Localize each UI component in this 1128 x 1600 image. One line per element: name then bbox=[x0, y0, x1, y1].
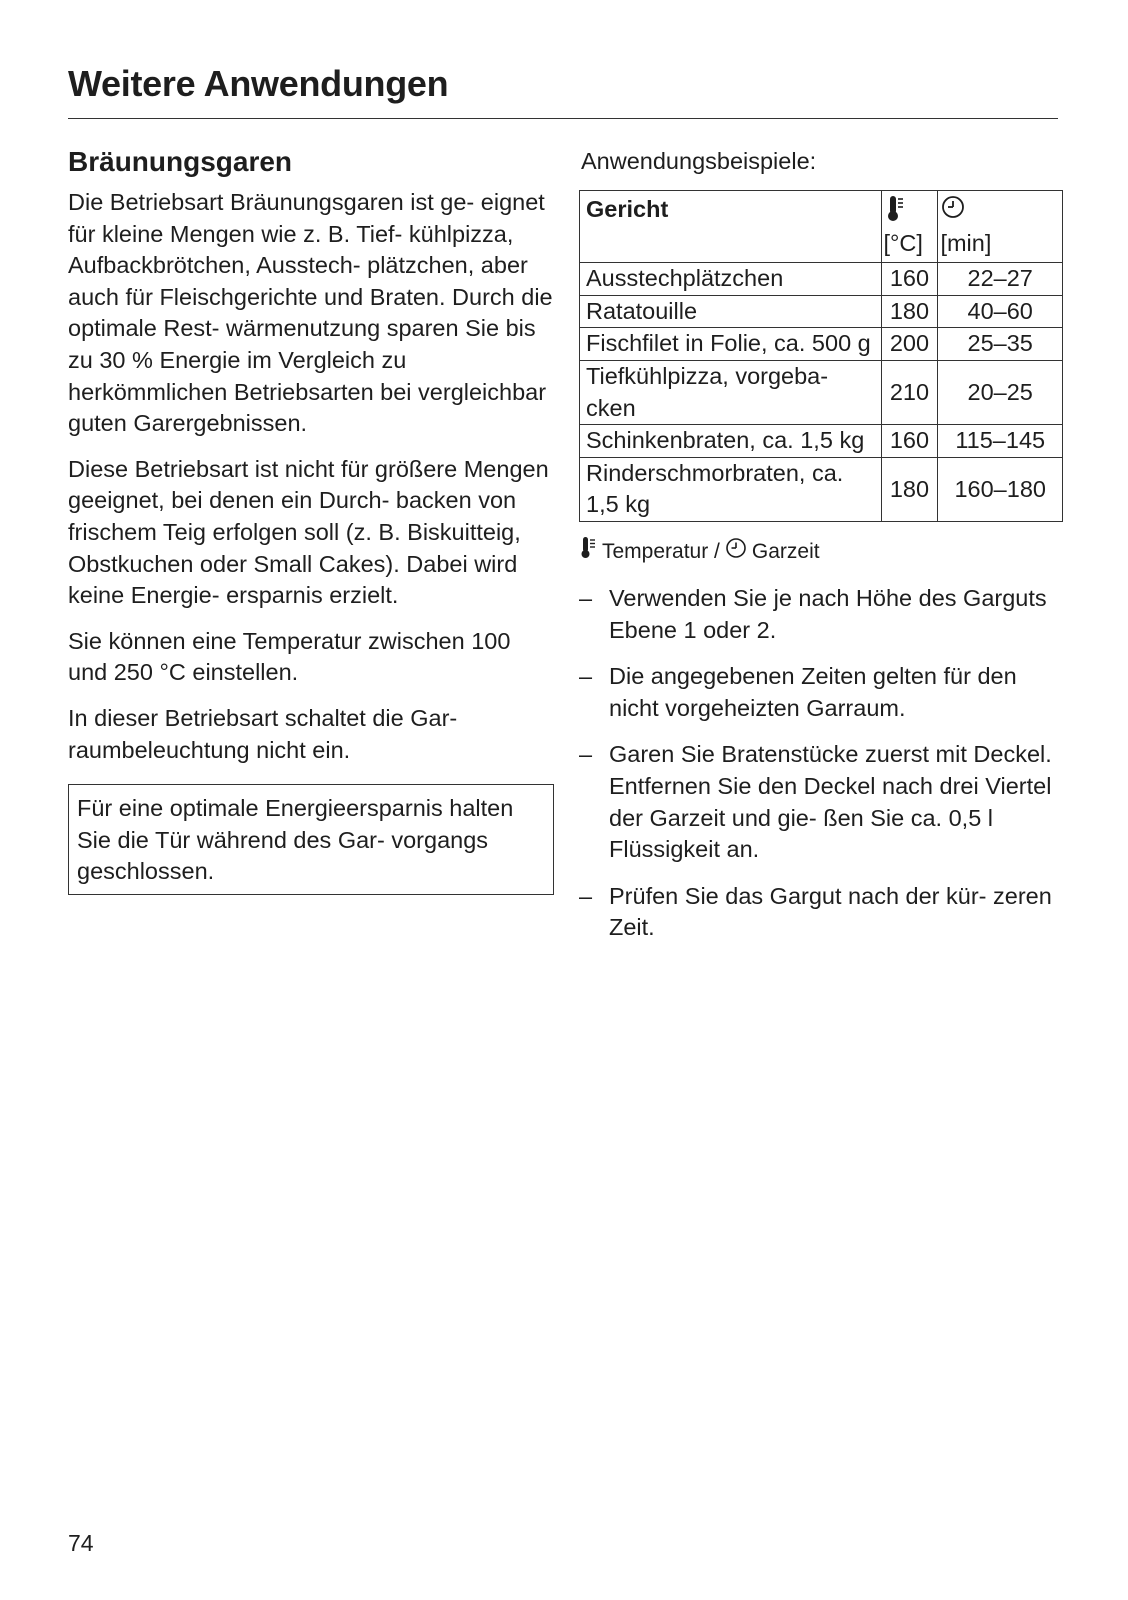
temperature-cell: 160 bbox=[881, 263, 938, 296]
header-dish: Gericht bbox=[580, 190, 882, 263]
legend-temperature: Temperatur / bbox=[602, 540, 720, 564]
dish-cell: Ausstechplätzchen bbox=[580, 263, 882, 296]
time-cell: 25–35 bbox=[938, 328, 1063, 361]
dash-bullet: – bbox=[579, 663, 593, 690]
table-row bbox=[580, 295, 1063, 328]
examples-intro: Anwendungsbeispiele: bbox=[581, 148, 817, 174]
dish-cell: Rinderschmorbraten, ca. 1,5 kg bbox=[580, 457, 882, 521]
table-row bbox=[580, 328, 1063, 361]
dish-cell: Schinkenbraten, ca. 1,5 kg bbox=[580, 425, 882, 458]
tip-text: Die angegebenen Zeiten gelten für den nicht vorgeheizten Garraum. bbox=[609, 663, 1017, 721]
time-unit: [min] bbox=[940, 229, 992, 256]
recipe-table bbox=[579, 190, 1063, 522]
temperature-cell: 210 bbox=[881, 360, 938, 424]
dash-bullet: – bbox=[579, 882, 593, 909]
clock-icon bbox=[940, 194, 1060, 228]
paragraph-intro: Die Betriebsart Bräunungsgaren ist ge- eignet für kleine Mengen wie z. B. Tief- kühlpizza, Aufbackbrötchen, Ausstech- plätzchen, aber auch für Fleischgerichte und Braten. Durch die optimale Rest- wärmenutzung sparen Sie bis zu 30 % Energie im Vergleich zu herkömmlichen Betriebsarten bei vergleichbar guten Garergebnissen. bbox=[68, 189, 553, 437]
thermometer-icon bbox=[884, 194, 936, 228]
right-column bbox=[579, 142, 1066, 959]
table-header-row bbox=[580, 190, 1063, 263]
table-row bbox=[580, 457, 1063, 521]
dish-cell: Fischfilet in Folie, ca. 500 g bbox=[580, 328, 882, 361]
title-divider bbox=[68, 118, 1058, 119]
temperature-cell: 180 bbox=[881, 457, 938, 521]
dish-cell: Tiefkühlpizza, vorgeba- cken bbox=[580, 360, 882, 424]
tip-text: Garen Sie Bratenstücke zuerst mit Deckel. Entfernen Sie den Deckel nach drei Viertel der Garzeit und gie- ßen Sie ca. 0,5 l Flüssigkeit an. bbox=[609, 741, 1052, 863]
energy-note-box: Für eine optimale Energieersparnis halten Sie die Tür während des Gar- vorgangs geschlossen. bbox=[68, 784, 554, 895]
clock-icon bbox=[725, 537, 747, 568]
list-item bbox=[579, 661, 1066, 724]
paragraph-limitations: Diese Betriebsart ist nicht für größere Mengen geeignet, bei denen ein Durch- backen von frischem Teig erfolgen soll (z. B. Biskuitteig, Obstkuchen oder Small Cakes). Dabei wird keine Energie- ersparnis erzielt. bbox=[68, 455, 549, 609]
page-title: Weitere Anwendungen bbox=[68, 63, 449, 104]
legend-time: Garzeit bbox=[751, 540, 820, 564]
temperature-cell: 200 bbox=[881, 328, 938, 361]
dash-bullet: – bbox=[579, 584, 593, 611]
header-temperature bbox=[881, 190, 938, 263]
time-cell: 22–27 bbox=[938, 263, 1063, 296]
list-item bbox=[579, 739, 1066, 865]
temperature-cell: 180 bbox=[881, 295, 938, 328]
tips-list bbox=[579, 583, 1066, 944]
table-row bbox=[580, 425, 1063, 458]
table-row bbox=[580, 263, 1063, 296]
tip-text: Verwenden Sie je nach Höhe des Garguts Ebene 1 oder 2. bbox=[609, 584, 1047, 643]
thermometer-icon bbox=[579, 536, 597, 569]
time-cell: 20–25 bbox=[938, 360, 1063, 424]
page-number: 74 bbox=[68, 1530, 94, 1556]
temperature-cell: 160 bbox=[881, 425, 938, 458]
header-time bbox=[938, 190, 1063, 263]
temperature-unit: [°C] bbox=[883, 229, 923, 256]
time-cell: 160–180 bbox=[938, 457, 1063, 521]
time-cell: 115–145 bbox=[938, 425, 1063, 458]
dash-bullet: – bbox=[579, 741, 593, 768]
section-heading: Bräunungsgaren bbox=[68, 146, 293, 177]
left-column bbox=[68, 142, 554, 895]
list-item bbox=[579, 881, 1066, 944]
dish-cell: Ratatouille bbox=[580, 295, 882, 328]
paragraph-lighting: In dieser Betriebsart schaltet die Gar- raumbeleuchtung nicht ein. bbox=[68, 704, 458, 763]
tip-text: Prüfen Sie das Gargut nach der kür- zeren Zeit. bbox=[609, 882, 1052, 941]
list-item bbox=[579, 583, 1066, 646]
table-row bbox=[580, 360, 1063, 424]
time-cell: 40–60 bbox=[938, 295, 1063, 328]
paragraph-temperature-range: Sie können eine Temperatur zwischen 100 und 250 °C einstellen. bbox=[68, 627, 511, 686]
table-legend bbox=[579, 536, 1066, 569]
